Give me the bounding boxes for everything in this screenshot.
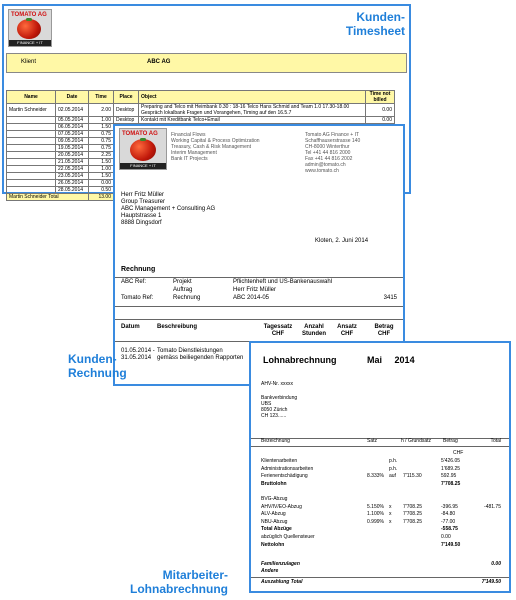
klient-label: Klient [21,59,37,65]
ref-row: Tomato Ref: Rechnung ABC 2014-05 3415 [121,295,397,301]
tomato-logo [8,9,52,47]
callout-timesheet: Kunden- Timesheet [345,10,405,38]
klient-bar [6,53,407,73]
tomato-logo: TOMATO AG FINANCE + IT [119,128,167,170]
invoice-table-header: Datum Beschreibung Tagessatz CHF Anzahl Stunden Ansatz CHF Betrag CHF [121,324,394,337]
col-object: Object [139,91,366,104]
tomato-icon [130,139,156,161]
invoice-items: 01.05.2014 - Tomato Dienstleistungen 31.05.2014 gemäss beiliegenden Rapporten [121,348,244,361]
payroll-row: ALV-Abzug 1.100% x 7'708.25 -84.80 [261,511,456,518]
payroll-row: Total Abzüge -558.75 [261,526,458,533]
total-row: Martin Schneider Total 13.00 [7,194,395,201]
ahv-number: AHV-Nr. xxxxx [261,381,293,387]
payroll-header-row: Bezeichnung Satz h / Grundsatz Betrag Total [261,438,501,444]
table-row: 20.05.2014 2.25 [7,152,395,159]
payroll-row: Nettolohn 7'149.50 [261,541,461,548]
recipient-address: Herr Fritz Müller Group Treasurer ABC Management + Consulting AG Hauptstrasse 1 8888 Dingsdorf [121,192,216,226]
col-time: Time [89,91,114,104]
payroll-row: Bruttolohn 7'708.25 [261,480,461,487]
payroll-row: abzüglich Quellensteuer 0.00 [261,534,451,540]
tomato-icon [17,19,41,39]
table-row: 28.05.2014 0.50 [7,187,395,194]
invoice-heading: Rechnung [121,266,156,273]
table-row: 23.05.2014 1.50 [7,173,395,180]
table-row: 06.05.2014 1.50 [7,124,395,131]
payroll-title: Lohnabrechnung Mai 2014 [263,355,415,365]
payroll-row: AHV/IV/EO-Abzug 5.150% x 7'708.25 -396.95 -481.75 [261,503,501,510]
table-row: 22.05.2014 1.00 [7,166,395,173]
table-row: 09.05.2014 0.75 [7,138,395,145]
col-name: Name [7,91,56,104]
ref-row: Auftrag Herr Fritz Müller [173,287,276,293]
ref-row: ABC Ref: Projekt Pflichtenheft und US-Bankenauswahl [121,279,333,285]
table-row: Martin Schneider 02.05.2014 2.00 Desktop Preparing and Telco mit Heimbank 0.30 : 18-16 Telco Hans Schmid and Team 1.0 17.30-18.00 Gespräch lokalbank Fragen und Vorangehen, Timing auf den 16.5.7 0.00 [7,104,395,117]
table-row: 05.05.2014 1.00 Desktop Kontakt mit Kreditbank Telco+Email 0.00 [7,117,395,124]
klient-value: ABC AG [147,59,171,65]
table-row: 21.05.2014 1.50 [7,159,395,166]
payroll-row: BVG-Abzug [261,496,288,502]
bank-info: Bankverbindung UBS 8050 Zürich CH 123...... [261,395,298,419]
logo-tagline: FINANCE + IT [9,40,51,46]
payroll-row: Ferienentschädigung 8.333% auf 7'115.30 592.95 [261,473,457,480]
col-date: Date [56,91,89,104]
callout-invoice: Kunden- Rechnung [68,352,127,380]
payroll-row: Administrationsarbeiten p.h. 1'689.25 [261,465,461,472]
auszahlung-row: Auszahlung Total 7'149.50 [261,579,501,585]
logo-name: TOMATO AG [11,12,47,18]
timesheet-header-row [7,91,395,104]
company-services: Financial Flows Working Capital & Process Optimization Treasury, Cash & Risk Management Interim Management Bank IT Projects [171,132,260,162]
payroll-row: NBU-Abzug 0.999% x 7'708.25 -77.00 [261,518,456,525]
payroll-document: Lohnabrechnung Mai 2014 AHV-Nr. xxxxx Bankverbindung UBS 8050 Zürich CH 123...... Bezeichnung Satz h / Grundsatz Betrag Total CHF Klientenarbeiten p.h. 5'426.05 Administrationsarbeiten p.h. 1'689.25 Ferienentschädigung 8.333% auf 7'115.30 592.95 Bruttolohn 7'708.25 BVG-Abzug AHV/IV/EO-Abzug 5.150% x 7'708.25 -396.95 -481.75 ALV-Abzug 1.100% x 7'708.25 -84.80 NBU-Abzug 0.999% x 7'708.25 -77.00 Total Abzüge -558.75 abzüglich Quellensteuer 0.00 Nettolohn 7'149.50 Familienzulagen 0.00 Andere Auszahlung Total 7'149.50 [249,341,511,593]
table-row: 26.05.2014 0.00 [7,180,395,187]
place-date: Kloten, 2. Juni 2014 [315,238,369,244]
table-row: 07.05.2014 0.75 [7,131,395,138]
col-not-billed: Time not billed [366,91,395,104]
col-place: Place [114,91,139,104]
payroll-row [261,488,505,495]
payroll-row: Klientenarbeiten p.h. 5'426.05 [261,458,461,464]
company-address: Tomato AG Finance + IT Schaffhauserstrasse 140 CH-8000 Winterthur Tel +41 44 816 2000 Fax +41 44 816 2002 admin@tomato.ch www.tomato.ch [305,132,361,174]
andere-row: Andere [261,568,279,574]
callout-payroll: Mitarbeiter- Lohnabrechnung [130,568,228,596]
familien-row: Familienzulagen 0.00 [261,561,501,567]
table-row: 19.05.2014 0.75 [7,145,395,152]
